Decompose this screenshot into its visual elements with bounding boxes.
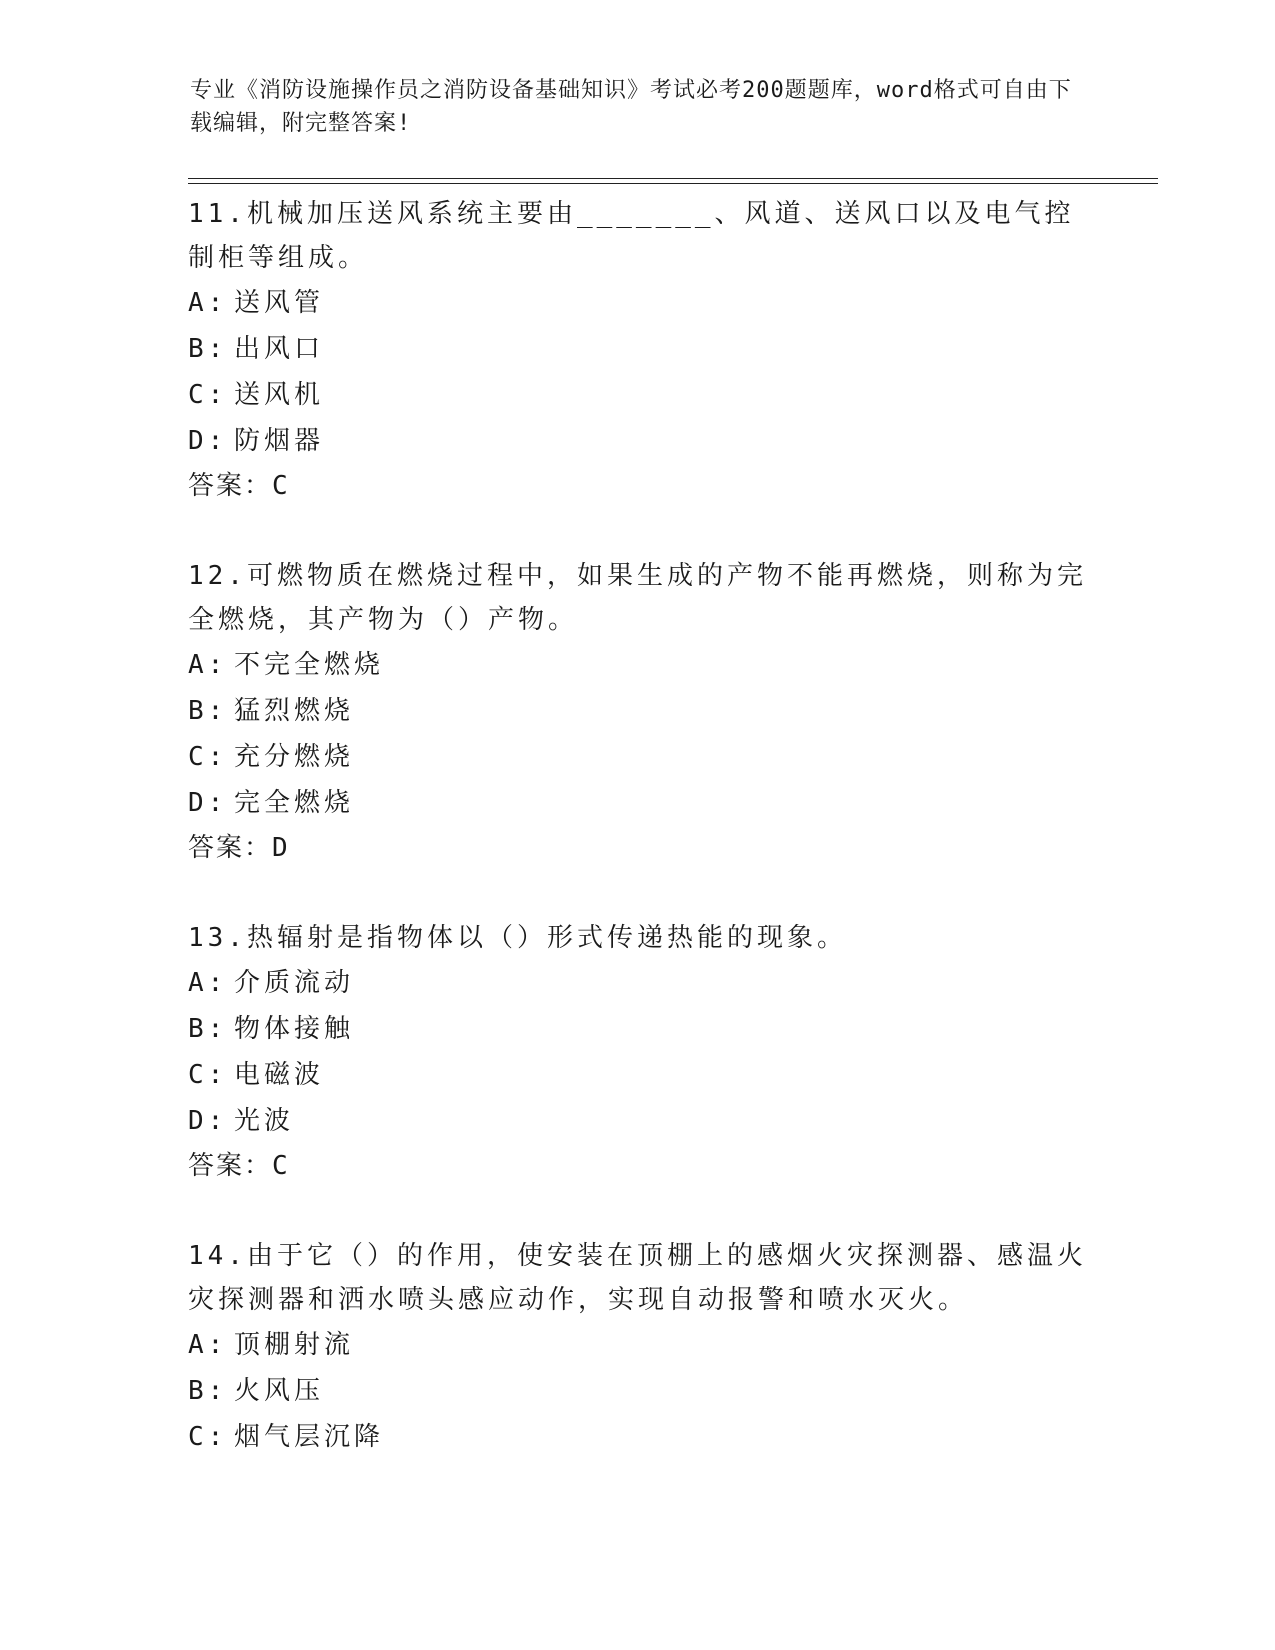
question-13	[188, 916, 1088, 1188]
option-key: D:	[188, 1106, 228, 1136]
option-a	[188, 960, 1088, 1006]
option-text: 介质流动	[234, 968, 355, 998]
option-text: 出风口	[234, 334, 325, 364]
option-text: 防烟器	[234, 426, 325, 456]
option-key: C:	[188, 1060, 228, 1090]
option-text: 火风压	[234, 1376, 325, 1406]
option-key: A:	[188, 1330, 228, 1360]
answer-line: 答案：C	[188, 471, 290, 501]
option-text: 不完全燃烧	[234, 650, 385, 680]
option-text: 光波	[234, 1106, 295, 1136]
option-c	[188, 1052, 1088, 1098]
option-text: 充分燃烧	[234, 742, 355, 772]
option-key: B:	[188, 1014, 228, 1044]
option-key: A:	[188, 650, 228, 680]
option-a	[188, 280, 1088, 326]
document-header: 专业《消防设施操作员之消防设备基础知识》考试必考200题题库，word格式可自由下载编辑，附完整答案!	[190, 78, 1072, 136]
option-key: A:	[188, 968, 228, 998]
question-stem: 13.热辐射是指物体以（）形式传递热能的现象。	[188, 923, 847, 953]
question-stem: 12.可燃物质在燃烧过程中，如果生成的产物不能再燃烧，则称为完全燃烧，其产物为（）产物。	[188, 561, 1087, 635]
option-b	[188, 326, 1088, 372]
option-text: 送风管	[234, 288, 325, 318]
option-text: 顶棚射流	[234, 1330, 355, 1360]
option-d	[188, 418, 1088, 464]
option-a	[188, 642, 1088, 688]
option-b	[188, 1368, 1088, 1414]
question-stem: 14.由于它（）的作用，使安装在顶棚上的感烟火灾探测器、感温火灾探测器和洒水喷头感应动作，实现自动报警和喷水灭火。	[188, 1241, 1087, 1315]
option-c	[188, 734, 1088, 780]
option-key: B:	[188, 696, 228, 726]
header-divider-top	[188, 178, 1158, 179]
option-text: 猛烈燃烧	[234, 696, 355, 726]
option-key: A:	[188, 288, 228, 318]
answer-line: 答案：C	[188, 1151, 290, 1181]
option-key: B:	[188, 334, 228, 364]
option-c	[188, 1414, 1088, 1460]
option-text: 物体接触	[234, 1014, 355, 1044]
question-list	[188, 192, 1088, 1506]
option-text: 电磁波	[234, 1060, 325, 1090]
question-11	[188, 192, 1088, 508]
option-key: C:	[188, 380, 228, 410]
option-text: 完全燃烧	[234, 788, 355, 818]
option-text: 烟气层沉降	[234, 1422, 385, 1452]
option-b	[188, 688, 1088, 734]
option-key: D:	[188, 788, 228, 818]
option-key: B:	[188, 1376, 228, 1406]
header-divider-bottom	[188, 183, 1158, 184]
option-key: D:	[188, 426, 228, 456]
option-c	[188, 372, 1088, 418]
question-14	[188, 1234, 1088, 1460]
answer-line: 答案：D	[188, 833, 290, 863]
option-b	[188, 1006, 1088, 1052]
question-stem: 11.机械加压送风系统主要由_______、风道、送风口以及电气控制柜等组成。	[188, 199, 1075, 273]
option-text: 送风机	[234, 380, 325, 410]
option-key: C:	[188, 742, 228, 772]
question-12	[188, 554, 1088, 870]
option-d	[188, 780, 1088, 826]
option-a	[188, 1322, 1088, 1368]
option-key: C:	[188, 1422, 228, 1452]
option-d	[188, 1098, 1088, 1144]
